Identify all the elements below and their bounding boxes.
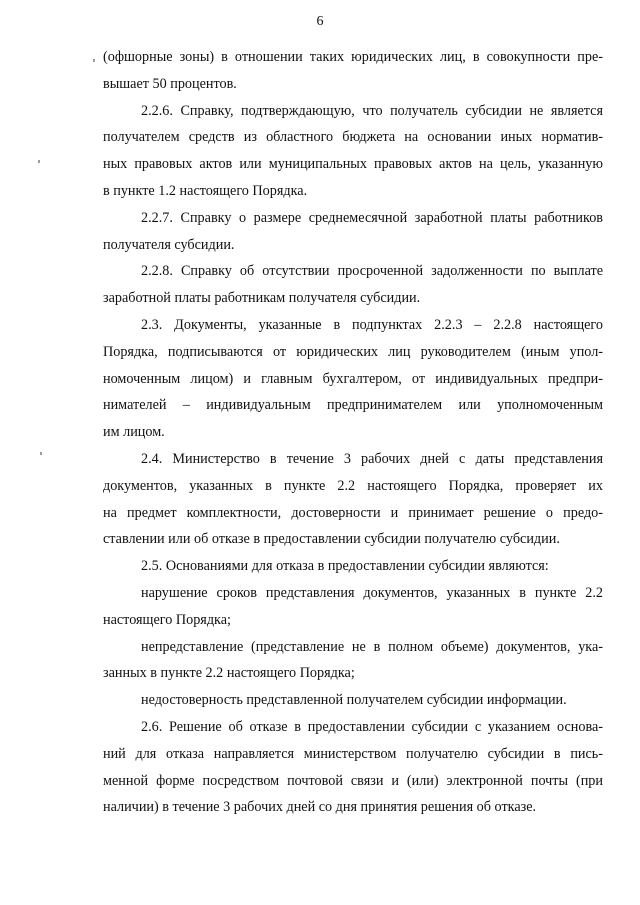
text-line: 2.4. Министерство в течение 3 рабочих дней с даты представления (141, 450, 603, 467)
text-line: нарушение сроков представления документов, указанных в пункте 2.2 (141, 584, 603, 601)
paragraph (103, 258, 603, 312)
text-line: занных в пункте 2.2 настоящего Порядка; (103, 665, 355, 682)
paragraph (103, 205, 603, 259)
text-line: ставлении или об отказе в предоставлении субсидии получателю субсидии. (103, 531, 560, 548)
paragraph (103, 312, 603, 446)
paragraph (103, 634, 603, 688)
scan-mark (40, 452, 42, 455)
page-number: 6 (316, 14, 324, 29)
text-line: 2.5. Основаниями для отказа в предоставлении субсидии являются: (141, 558, 549, 575)
text-line: в пункте 1.2 настоящего Порядка. (103, 182, 308, 199)
text-line: номоченным лицом) и главным бухгалтером, от индивидуальных предпри- (103, 370, 603, 387)
text-line: 2.3. Документы, указанные в подпунктах 2.2.3 – 2.2.8 настоящего (141, 316, 603, 333)
paragraph (103, 44, 603, 98)
scan-mark (93, 59, 95, 62)
text-line: менной форме посредством почтовой связи и (или) электронной почты (при (103, 772, 603, 789)
text-line: недостоверность представленной получателем субсидии информации. (141, 692, 567, 709)
text-line: 2.2.7. Справку о размере среднемесячной заработной платы работников (141, 209, 603, 226)
scan-mark (38, 160, 40, 163)
text-line: получателя субсидии. (103, 236, 235, 253)
text-line: 2.2.6. Справку, подтверждающую, что получатель субсидии не является (141, 102, 603, 119)
paragraph (103, 580, 603, 634)
text-line: вышает 50 процентов. (103, 75, 237, 92)
text-line: 2.2.8. Справку об отсутствии просроченной задолженности по выплате (141, 263, 603, 280)
text-line: документов, указанных в пункте 2.2 настоящего Порядка, проверяет их (103, 477, 603, 494)
text-line: на предмет комплектности, достоверности и принимает решение о предо- (103, 504, 603, 521)
text-line: им лицом. (103, 424, 165, 441)
text-line: заработной платы работникам получателя субсидии. (103, 290, 421, 307)
text-line: Порядка, подписываются от юридических лиц руководителем (иным упол- (103, 343, 603, 360)
text-line: ний для отказа направляется министерством получателю субсидии в пись- (103, 745, 603, 762)
paragraph (103, 553, 603, 580)
paragraph (103, 98, 603, 205)
text-line: наличии) в течение 3 рабочих дней со дня принятия решения об отказе. (103, 799, 537, 816)
paragraph (103, 714, 603, 821)
paragraph (103, 687, 603, 714)
text-line: нимателей – индивидуальным предпринимателем или уполномоченным (103, 397, 603, 414)
text-line: получателем средств из областного бюджета на основании иных норматив- (103, 129, 603, 146)
text-line: ных правовых актов или муниципальных правовых актов на цель, указанную (103, 156, 603, 173)
text-line: 2.6. Решение об отказе в предоставлении субсидии с указанием основа- (141, 718, 603, 735)
document-body (103, 44, 603, 821)
text-line: (офшорные зоны) в отношении таких юридических лиц, в совокупности пре- (103, 49, 603, 65)
text-line: непредставление (представление не в полном объеме) документов, ука- (141, 638, 603, 655)
text-line: настоящего Порядка; (103, 611, 231, 628)
paragraph (103, 446, 603, 553)
